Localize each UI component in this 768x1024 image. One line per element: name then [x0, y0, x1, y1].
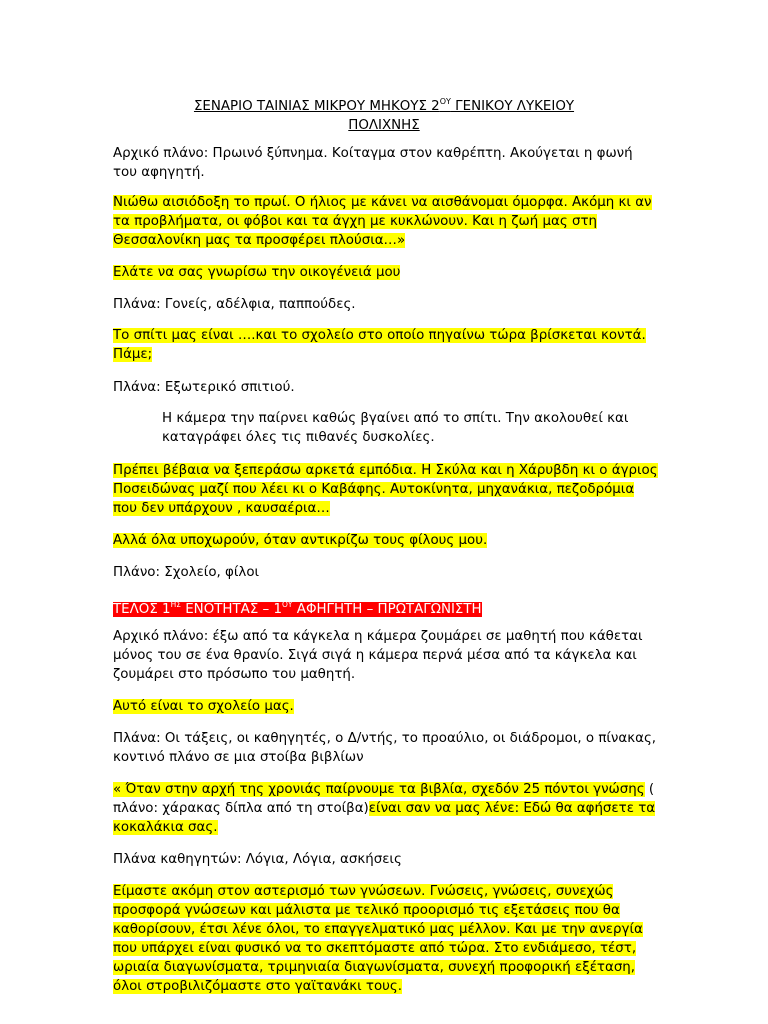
paragraph-text: ( πλάνο: χάρακας δίπλα από τη στοίβα): [113, 782, 655, 816]
paragraph-narration-obstacles: [113, 461, 658, 518]
paragraph-shots-classes: [113, 729, 658, 767]
paragraph-camera-follows: [162, 409, 652, 447]
paragraph-shots-teachers: [113, 850, 658, 869]
title-part1: ΣΕΝΑΡΙΟ ΤΑΙΝΙΑΣ ΜΙΚΡΟΥ ΜΗΚΟΥΣ 2: [193, 99, 440, 114]
paragraph-shots-exterior: [113, 378, 658, 397]
heading-part: ΑΦΗΓΗΤΗ – ΠΡΩΤΑΓΩΝΙΣΤΗ: [292, 602, 482, 617]
paragraph-text: Πλάνο: Σχολείο, φίλοι: [113, 565, 260, 580]
paragraph-text: Πλάνα: Οι τάξεις, οι καθηγητές, ο Δ/ντής, το προαύλιο, οι διάδρομοι, ο πίνακας, κοντινό πλάνο σε μια στοίβα βιβλίων: [113, 731, 657, 765]
paragraph-narration-family: [113, 263, 658, 282]
red-highlighted-heading: [113, 602, 482, 617]
paragraph-narration-books: [113, 780, 658, 837]
highlighted-text: Είμαστε ακόμη στον αστερισμό των γνώσεων. Γνώσεις, γνώσεις, συνεχώς προσφορά γνώσεων και μάλιστα με τελικό προορισμό τις εξετάσεις που θα καθορίσουν, έτσι λένε όλοι, το επαγγελματικό μας μέλλον. Και με την ανεργία που υπάρχει είναι φυσικό να το σκεπτόμαστε από τώρα. Στο ενδιάμεσο, τέστ, ωριαία διαγωνίσματα, τριμηνιαία διαγωνίσματα, συνεχή προφορική εξέταση, όλοι στροβιλιζόμαστε στο γαϊτανάκι τους.: [113, 884, 643, 994]
highlighted-text: « Όταν στην αρχή της χρονιάς παίρνουμε τα βιβλία, σχεδόν 25 πόντοι γνώσης: [113, 782, 645, 797]
title-part2: ΓΕΝΙΚΟΥ ΛΥΚΕΙΟΥ: [450, 99, 575, 114]
paragraph-shot-school: [113, 563, 658, 582]
heading-part: ΤΕΛΟΣ 1: [113, 602, 171, 617]
paragraph-opening-shot: [113, 144, 658, 182]
paragraph-text: Αρχικό πλάνο: Πρωινό ξύπνημα. Κοίταγμα στον καθρέπτη. Ακούγεται η φωνή του αφηγητή.: [113, 146, 633, 180]
paragraph-narration-knowledge: [113, 882, 658, 996]
paragraph-shots-family: [113, 295, 658, 314]
highlighted-text: Πρέπει βέβαια να ξεπεράσω αρκετά εμπόδια. Η Σκύλα και η Χάρυβδη κι ο άγριος Ποσειδώνας μαζί που λέει κι ο Καβάφης. Αυτοκίνητα, μηχανάκια, πεζοδρόμια που δεν υπάρχουν , καυσαέρια…: [113, 463, 658, 516]
highlighted-text: Αυτό είναι το σχολείο μας.: [113, 699, 294, 714]
paragraph-section-end: [113, 595, 658, 619]
paragraph-narration-morning: [113, 193, 658, 250]
heading-superscript: ΟΥ: [282, 600, 293, 609]
paragraph-text: Πλάνα καθηγητών: Λόγια, Λόγια, ασκήσεις: [113, 852, 402, 867]
heading-part: ΕΝΟΤΗΤΑΣ – 1: [180, 602, 283, 617]
paragraph-text: Πλάνα: Γονείς, αδέλφια, παππούδες.: [113, 297, 356, 312]
paragraph-narration-school: [113, 697, 658, 716]
heading-superscript: ΗΣ: [170, 600, 181, 609]
highlighted-text: Ελάτε να σας γνωρίσω την οικογένειά μου: [113, 265, 401, 280]
page-title: [113, 92, 655, 135]
paragraph-narration-friends: [113, 531, 658, 550]
highlighted-text: Αλλά όλα υποχωρούν, όταν αντικρίζω τους φίλους μου.: [113, 533, 488, 548]
paragraph-text: Αρχικό πλάνο: έξω από τα κάγκελα η κάμερα ζουμάρει σε μαθητή που κάθεται μόνος του σε ένα θρανίο. Σιγά σιγά η κάμερα περνά μέσα από τα κάγκελα και ζουμάρει στο πρόσωπο του μαθητή.: [113, 629, 643, 682]
paragraph-narration-house: [113, 326, 658, 364]
title-superscript: ΟΥ: [439, 97, 451, 106]
paragraph-school-opening-shot: [113, 627, 658, 684]
highlighted-text: είναι σαν να μας λένε: Εδώ θα αφήσετε τα κοκαλάκια σας.: [113, 801, 656, 835]
paragraph-text: Πλάνα: Εξωτερικό σπιτιού.: [113, 380, 295, 395]
paragraph-text: Η κάμερα την παίρνει καθώς βγαίνει από το σπίτι. Την ακολουθεί και καταγράφει όλες τις πιθανές δυσκολίες.: [162, 411, 629, 445]
title-line2: ΠΟΛΙΧΝΗΣ: [348, 118, 420, 133]
highlighted-text: Νιώθω αισιόδοξη το πρωί. Ο ήλιος με κάνει να αισθάνομαι όμορφα. Ακόμη κι αν τα προβλήματα, οι φόβοι και τα άγχη με κυκλώνουν. Και η ζωή μας στη Θεσσαλονίκη μας τα προσφέρει πλούσια…»: [113, 195, 652, 248]
highlighted-text: Το σπίτι μας είναι ….και το σχολείο στο οποίο πηγαίνω τώρα βρίσκεται κοντά. Πάμε;: [113, 328, 646, 362]
